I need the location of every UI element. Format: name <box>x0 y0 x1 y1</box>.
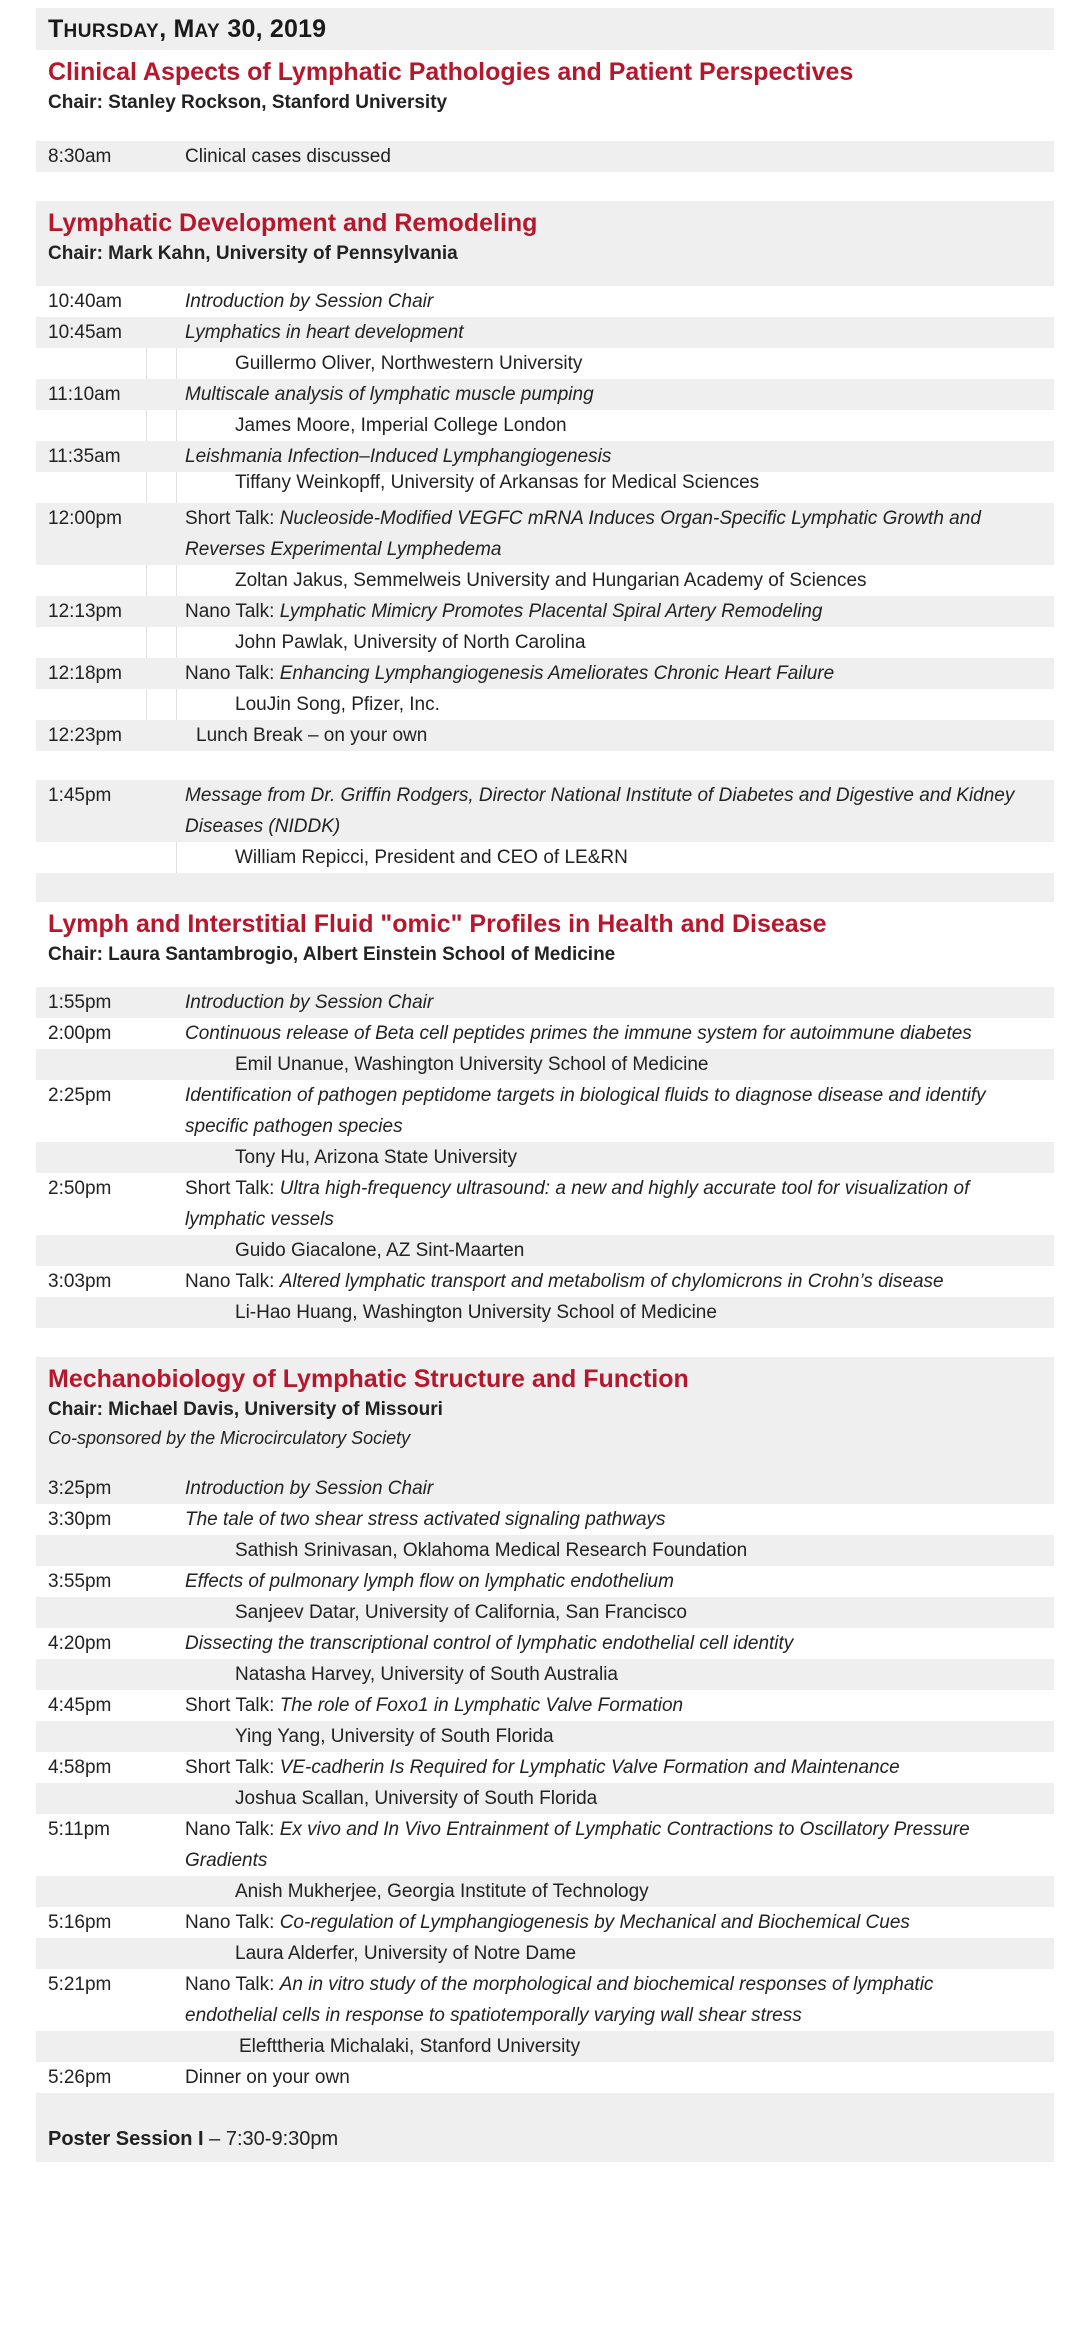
session-chair: Chair: Stanley Rockson, Stanford University <box>48 92 448 113</box>
session-title: Lymph and Interstitial Fluid "omic" Profiles in Health and Disease <box>48 910 827 938</box>
spacer <box>36 172 1054 201</box>
talk-title: Lunch Break – on your own <box>196 725 428 746</box>
talk-time: 2:50pm <box>48 1178 112 1199</box>
speaker-name: Guido Giacalone, AZ Sint-Maarten <box>235 1240 525 1261</box>
talk-time: 4:45pm <box>48 1695 112 1716</box>
talk-time: 5:11pm <box>48 1819 110 1840</box>
talk-time: 10:45am <box>48 322 122 343</box>
talk-time: 3:55pm <box>48 1571 112 1592</box>
talk-time: 4:20pm <box>48 1633 112 1654</box>
spacer <box>36 1328 1054 1357</box>
schedule-row <box>36 1814 1054 1876</box>
schedule-row <box>36 1266 1054 1297</box>
talk-type: Short Talk: <box>185 1178 280 1199</box>
talk-title: Introduction by Session Chair <box>185 1478 434 1499</box>
schedule-row <box>36 987 1054 1018</box>
talk-name: VE-cadherin Is Required for Lymphatic Valve Formation and Maintenance <box>279 1757 900 1778</box>
speaker-row <box>36 1235 1054 1266</box>
talk-name: Co-regulation of Lymphangiogenesis by Mechanical and Biochemical Cues <box>279 1912 910 1933</box>
talk-time: 10:40am <box>48 291 122 312</box>
speaker-row <box>36 1721 1054 1752</box>
speaker-name: Li-Hao Huang, Washington University School of Medicine <box>235 1302 717 1323</box>
talk-type: Short Talk: <box>185 508 280 529</box>
talk-title: Dinner on your own <box>185 2067 350 2088</box>
speaker-row <box>36 1938 1054 1969</box>
speaker-name: William Repicci, President and CEO of LE&RN <box>235 847 628 868</box>
schedule-row <box>36 780 1054 842</box>
speaker-row <box>36 472 1054 503</box>
talk-title: The tale of two shear stress activated signaling pathways <box>185 1509 666 1530</box>
spacer <box>36 873 1054 902</box>
talk-title: Dissecting the transcriptional control of lymphatic endothelial cell identity <box>185 1633 794 1654</box>
session-header <box>36 201 1054 286</box>
talk-type: Nano Talk: <box>185 663 280 684</box>
session-header <box>36 902 1054 987</box>
speaker-name: LouJin Song, Pfizer, Inc. <box>235 694 440 715</box>
talk-title: Message from Dr. Griffin Rodgers, Director National Institute of Diabetes and Digestive and Kidney Diseases (NIDDK) <box>185 785 1015 837</box>
session-chair: Chair: Laura Santambrogio, Albert Einstein School of Medicine <box>48 944 616 965</box>
spacer <box>36 751 1054 780</box>
speaker-name: James Moore, Imperial College London <box>235 415 567 436</box>
talk-time: 5:21pm <box>48 1974 112 1995</box>
talk-title <box>185 1969 1030 2031</box>
talk-time: 4:58pm <box>48 1757 112 1778</box>
talk-title: Continuous release of Beta cell peptides primes the immune system for autoimmune diabetes <box>185 1023 972 1044</box>
talk-type: Nano Talk: <box>185 601 280 622</box>
poster-session-row <box>36 2122 1054 2162</box>
talk-title: Leishmania Infection–Induced Lymphangiogenesis <box>185 446 612 467</box>
talk-title <box>185 1266 1030 1297</box>
talk-time: 3:25pm <box>48 1478 112 1499</box>
speaker-name: Laura Alderfer, University of Notre Dame <box>235 1943 577 1964</box>
schedule-row <box>36 286 1054 317</box>
talk-title <box>185 1907 1030 1938</box>
talk-title <box>185 1173 1030 1235</box>
session-cosponsor: Co-sponsored by the Microcirculatory Society <box>48 1428 411 1448</box>
talk-title <box>185 596 1030 627</box>
schedule-row <box>36 379 1054 410</box>
talk-type: Nano Talk: <box>185 1819 280 1840</box>
schedule-row <box>36 141 1054 172</box>
session-header <box>36 1357 1054 1473</box>
talk-title: Introduction by Session Chair <box>185 992 434 1013</box>
talk-type: Nano Talk: <box>185 1271 280 1292</box>
session-title: Lymphatic Development and Remodeling <box>48 209 538 237</box>
speaker-name: Guillermo Oliver, Northwestern University <box>235 353 583 374</box>
speaker-name: Tiffany Weinkopff, University of Arkansas for Medical Sciences <box>235 472 760 493</box>
speaker-row <box>36 1876 1054 1907</box>
speaker-name: John Pawlak, University of North Carolina <box>235 632 586 653</box>
talk-name: Lymphatic Mimicry Promotes Placental Spiral Artery Remodeling <box>279 601 823 622</box>
talk-type: Short Talk: <box>185 1695 280 1716</box>
schedule-row <box>36 1173 1054 1235</box>
speaker-name: Sathish Srinivasan, Oklahoma Medical Research Foundation <box>235 1540 748 1561</box>
speaker-row <box>36 410 1054 441</box>
schedule-document <box>36 8 1054 2162</box>
talk-time: 12:18pm <box>48 663 122 684</box>
speaker-row <box>36 1783 1054 1814</box>
poster-session-label: Poster Session I <box>48 2128 204 2150</box>
talk-time: 12:23pm <box>48 725 122 746</box>
schedule-row <box>36 1080 1054 1142</box>
schedule-row <box>36 1690 1054 1721</box>
schedule-row <box>36 1628 1054 1659</box>
session-title: Clinical Aspects of Lymphatic Pathologies and Patient Perspectives <box>48 58 854 86</box>
speaker-name: Sanjeev Datar, University of California, San Francisco <box>235 1602 687 1623</box>
schedule-row <box>36 317 1054 348</box>
talk-name: Ex vivo and In Vivo Entrainment of Lymphatic Contractions to Oscillatory Pressure Gradients <box>185 1819 970 1871</box>
talk-title <box>185 503 1030 565</box>
speaker-row <box>36 1659 1054 1690</box>
talk-time: 2:00pm <box>48 1023 112 1044</box>
talk-title: Multiscale analysis of lymphatic muscle pumping <box>185 384 594 405</box>
speaker-name: Zoltan Jakus, Semmelweis University and Hungarian Academy of Sciences <box>235 570 867 591</box>
schedule-row <box>36 1566 1054 1597</box>
speaker-row <box>36 1535 1054 1566</box>
poster-session <box>36 2122 1054 2149</box>
schedule-row <box>36 2062 1054 2093</box>
speaker-name: Emil Unanue, Washington University School of Medicine <box>235 1054 709 1075</box>
talk-time: 12:13pm <box>48 601 122 622</box>
talk-title <box>185 1690 1030 1721</box>
speaker-row <box>36 565 1054 596</box>
talk-time: 5:26pm <box>48 2067 112 2088</box>
schedule-row <box>36 1907 1054 1938</box>
talk-title: Effects of pulmonary lymph flow on lymphatic endothelium <box>185 1571 674 1592</box>
speaker-row <box>36 1142 1054 1173</box>
schedule-row <box>36 1504 1054 1535</box>
talk-title <box>185 1814 1030 1876</box>
speaker-row <box>36 348 1054 379</box>
talk-title <box>185 658 1030 689</box>
talk-time: 5:16pm <box>48 1912 112 1933</box>
talk-title: Lymphatics in heart development <box>185 322 464 343</box>
speaker-name: Natasha Harvey, University of South Australia <box>235 1664 618 1685</box>
speaker-name: Tony Hu, Arizona State University <box>235 1147 517 1168</box>
talk-time: 8:30am <box>48 146 112 167</box>
talk-name: The role of Foxo1 in Lymphatic Valve Formation <box>279 1695 684 1716</box>
talk-time: 11:10am <box>48 384 121 405</box>
spacer <box>36 2093 1054 2122</box>
speaker-row <box>36 1049 1054 1080</box>
talk-name: An in vitro study of the morphological and biochemical responses of lymphatic endothelial cells in response to spatiotemporally varying wall shear stress <box>185 1974 934 2026</box>
talk-title <box>185 1752 1030 1783</box>
speaker-name: Joshua Scallan, University of South Florida <box>235 1788 598 1809</box>
speaker-row <box>36 689 1054 720</box>
talk-time: 1:55pm <box>48 992 112 1013</box>
speaker-row <box>36 842 1054 873</box>
schedule-row <box>36 441 1054 472</box>
schedule-row <box>36 720 1054 751</box>
session-header <box>36 50 1054 141</box>
date-header <box>36 8 1054 50</box>
talk-title: Introduction by Session Chair <box>185 291 434 312</box>
schedule-row <box>36 1018 1054 1049</box>
talk-title: Clinical cases discussed <box>185 146 391 167</box>
schedule-row <box>36 596 1054 627</box>
talk-name: Enhancing Lymphangiogenesis Ameliorates Chronic Heart Failure <box>279 663 835 684</box>
talk-time: 11:35am <box>48 446 121 467</box>
speaker-name: Elefttheria Michalaki, Stanford University <box>239 2036 581 2057</box>
schedule-row <box>36 1752 1054 1783</box>
schedule-row <box>36 658 1054 689</box>
talk-time: 1:45pm <box>48 785 112 806</box>
schedule-row <box>36 1969 1054 2031</box>
session-chair: Chair: Michael Davis, University of Missouri <box>48 1399 443 1420</box>
talk-time: 2:25pm <box>48 1085 112 1106</box>
session-chair: Chair: Mark Kahn, University of Pennsylvania <box>48 243 458 264</box>
talk-name: Altered lymphatic transport and metabolism of chylomicrons in Crohn’s disease <box>279 1271 944 1292</box>
speaker-name: Anish Mukherjee, Georgia Institute of Technology <box>235 1881 649 1902</box>
speaker-name: Ying Yang, University of South Florida <box>235 1726 554 1747</box>
date-heading: THURSDAY, MAY 30, 2019 <box>48 15 327 43</box>
talk-type: Short Talk: <box>185 1757 280 1778</box>
speaker-row <box>36 627 1054 658</box>
talk-time: 3:03pm <box>48 1271 112 1292</box>
talk-time: 3:30pm <box>48 1509 112 1530</box>
schedule-row <box>36 1473 1054 1504</box>
talk-type: Nano Talk: <box>185 1912 280 1933</box>
poster-session-time: – 7:30-9:30pm <box>203 2128 339 2150</box>
talk-name: Nucleoside-Modified VEGFC mRNA Induces Organ-Specific Lymphatic Growth and Reverses Experimental Lymphedema <box>185 508 981 560</box>
speaker-row <box>36 2031 1054 2062</box>
talk-type: Nano Talk: <box>185 1974 280 1995</box>
schedule-row <box>36 503 1054 565</box>
talk-name: Ultra high-frequency ultrasound: a new and highly accurate tool for visualization of lymphatic vessels <box>185 1178 970 1230</box>
talk-title: Identification of pathogen peptidome targets in biological fluids to diagnose disease and identify specific pathogen species <box>185 1085 986 1137</box>
talk-time: 12:00pm <box>48 508 122 529</box>
speaker-row <box>36 1297 1054 1328</box>
session-title: Mechanobiology of Lymphatic Structure and Function <box>48 1365 689 1393</box>
speaker-row <box>36 1597 1054 1628</box>
